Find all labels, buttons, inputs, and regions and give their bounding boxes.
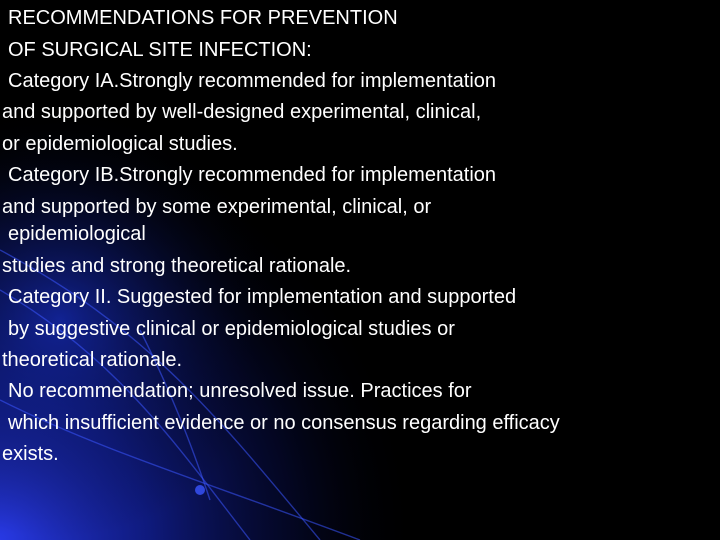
text-line: by suggestive clinical or epidemiological studies or — [8, 318, 455, 340]
heading-line-1: RECOMMENDATIONS FOR PREVENTION — [8, 7, 398, 29]
text-line: and supported by well-designed experimental, clinical, — [2, 101, 482, 123]
heading-line-2: OF SURGICAL SITE INFECTION: — [8, 39, 312, 61]
glow-dot — [195, 485, 205, 495]
text-line: or epidemiological studies. — [2, 133, 238, 155]
text-line: studies and strong theoretical rationale. — [2, 255, 352, 277]
text-line: Category IB.Strongly recommended for implementation — [8, 164, 497, 186]
text-line: Category IA.Strongly recommended for implementation — [8, 70, 497, 92]
text-line: Category II. Suggested for implementation and supported — [8, 286, 517, 308]
text-line: and supported by some experimental, clinical, or — [2, 196, 432, 218]
text-line: No recommendation; unresolved issue. Practices for — [8, 380, 472, 402]
text-line: exists. — [2, 443, 59, 465]
text-line: which insufficient evidence or no consensus regarding efficacy — [8, 412, 560, 434]
text-line: theoretical rationale. — [2, 349, 183, 371]
text-line: epidemiological — [8, 223, 146, 245]
